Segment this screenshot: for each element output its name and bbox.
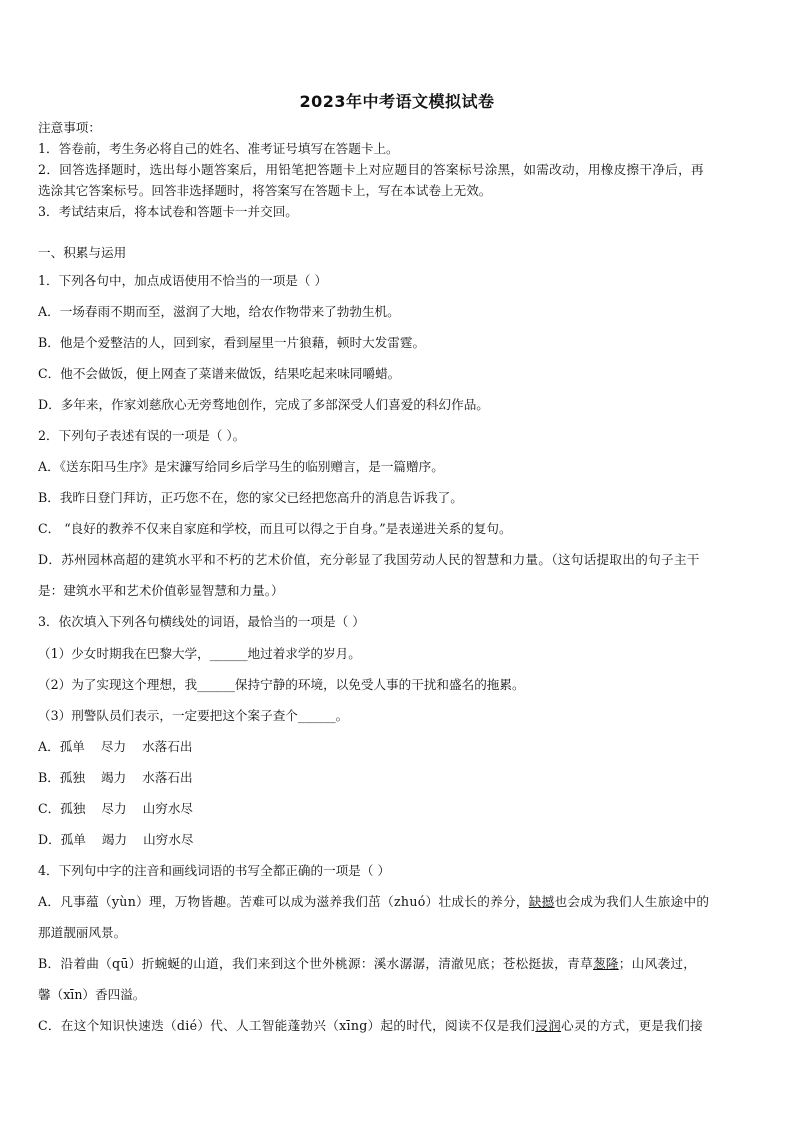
q3-sentence-3 [38,708,758,724]
q3-s3-text: （3）刑警队员们表示，一定要把这个案子查个 [38,708,298,723]
page-title: 2023年中考语文模拟试卷 [299,92,495,111]
q2-option-c: C． “良好的教养不仅来自家庭和学校，而且可以得之于自身。”是表递进关系的复句。 [38,521,512,536]
q3-sentence-2 [38,677,758,693]
q3-s3-blank: ______ [297,708,336,723]
q3-option-b: B．孤独 竭力 水落石出 [38,770,193,785]
q4-c-text: C．在这个知识快速迭（dié）代、人工智能蓬勃兴（xīng）起的时代，阅读不仅是我们 [38,1018,536,1033]
q3-s1-text-end: 地过着求学的岁月。 [247,646,361,661]
q4-option-b-cont: 馨（xīn）香四溢。 [38,987,146,1002]
q3-s1-blank: ______ [209,646,248,661]
q4-option-c [38,1018,758,1034]
q3-s2-text-end: 保持宁静的环境，以免受人事的干扰和盛名的拖累。 [234,677,525,692]
q2-stem: 2．下列句子表述有误的一项是（ ）。 [38,428,246,443]
notice-heading: 注意事项： [38,120,101,135]
q4-option-a-cont: 那道靓丽风景。 [38,925,127,940]
q1-stem: 1．下列各句中，加点成语使用不恰当的一项是（ ） [38,273,328,288]
q3-option-a: A．孤单 尽力 水落石出 [38,739,193,754]
q2-option-d-cont: 是：建筑水平和艺术价值彰显智慧和力量。） [38,583,284,598]
q4-b-text: B．沿着曲（qū）折蜿蜒的山道，我们来到这个世外桃源：溪水潺潺，清澈见底；苍松挺拔，青草 [38,956,593,971]
q1-option-b: B．他是个爱整洁的人，回到家，看到屋里一片狼藉，顿时大发雷霆。 [38,335,426,350]
q2-option-b: B．我昨日登门拜访，正巧您不在，您的家父已经把您高升的消息告诉我了。 [38,490,463,505]
q2-option-d: D．苏州园林高超的建筑水平和不朽的艺术价值，充分彰显了我国劳动人民的智慧和力量。（这句话提取出的句子主干 [38,552,700,567]
q4-b-text-end: ；山风袭过， [618,956,697,971]
q1-option-d: D．多年来，作家刘慈欣心无旁骛地创作，完成了多部深受人们喜爱的科幻作品。 [38,397,489,412]
q4-stem: 4．下列句中字的注音和画线词语的书写全都正确的一项是（ ） [38,863,391,878]
q1-option-c: C．他不会做饭，便上网查了菜谱来做饭，结果吃起来味同嚼蜡。 [38,366,401,381]
q4-b-underlined-word: 葱隆 [592,956,619,971]
q3-option-c: C．孤独 尽力 山穷水尽 [38,801,194,816]
q4-a-text: A．凡事蕴（yùn）理，万物皆趣。苦难可以成为滋养我们茁（zhuó）壮成长的养分， [38,894,529,909]
q4-a-underlined-word: 缺撼 [528,894,555,909]
notice-item: 2．回答选择题时，选出每小题答案后，用铅笔把答题卡上对应题目的答案标号涂黑，如需改动，用橡皮擦干净后，再 [38,162,704,177]
q3-s3-text-end: 。 [335,708,349,723]
section-heading: 一、积累与运用 [38,245,127,260]
q3-s2-blank: ______ [197,677,235,692]
q3-stem: 3．依次填入下列各句横线处的词语，最恰当的一项是（ ） [38,614,365,629]
q4-c-text-end: 心灵的方式，更是我们接 [561,1018,703,1033]
q3-s1-text: （1）少女时期我在巴黎大学， [38,646,210,661]
q3-option-d: D．孤单 竭力 山穷水尽 [38,832,194,847]
q4-a-text-end: 也会成为我们人生旅途中的 [554,894,710,909]
q4-option-b [38,956,758,972]
notice-item: 选涂其它答案标号。回答非选择题时，将答案写在答题卡上，写在本试卷上无效。 [38,183,492,198]
notice-item: 3．考试结束后，将本试卷和答题卡一并交回。 [38,204,298,219]
notice-item: 1．答卷前，考生务必将自己的姓名、准考证号填写在答题卡上。 [38,141,399,156]
q3-sentence-1 [38,646,758,662]
q2-option-a: A．《送东阳马生序》是宋濂写给同乡后学马生的临别赠言，是一篇赠序。 [38,459,444,474]
q4-option-a [38,894,758,910]
q3-s2-text: （2）为了实现这个理想，我 [38,677,198,692]
q1-option-a: A．一场春雨不期而至，滋润了大地，给农作物带来了勃勃生机。 [38,304,400,319]
q4-c-underlined-word: 浸润 [535,1018,562,1033]
